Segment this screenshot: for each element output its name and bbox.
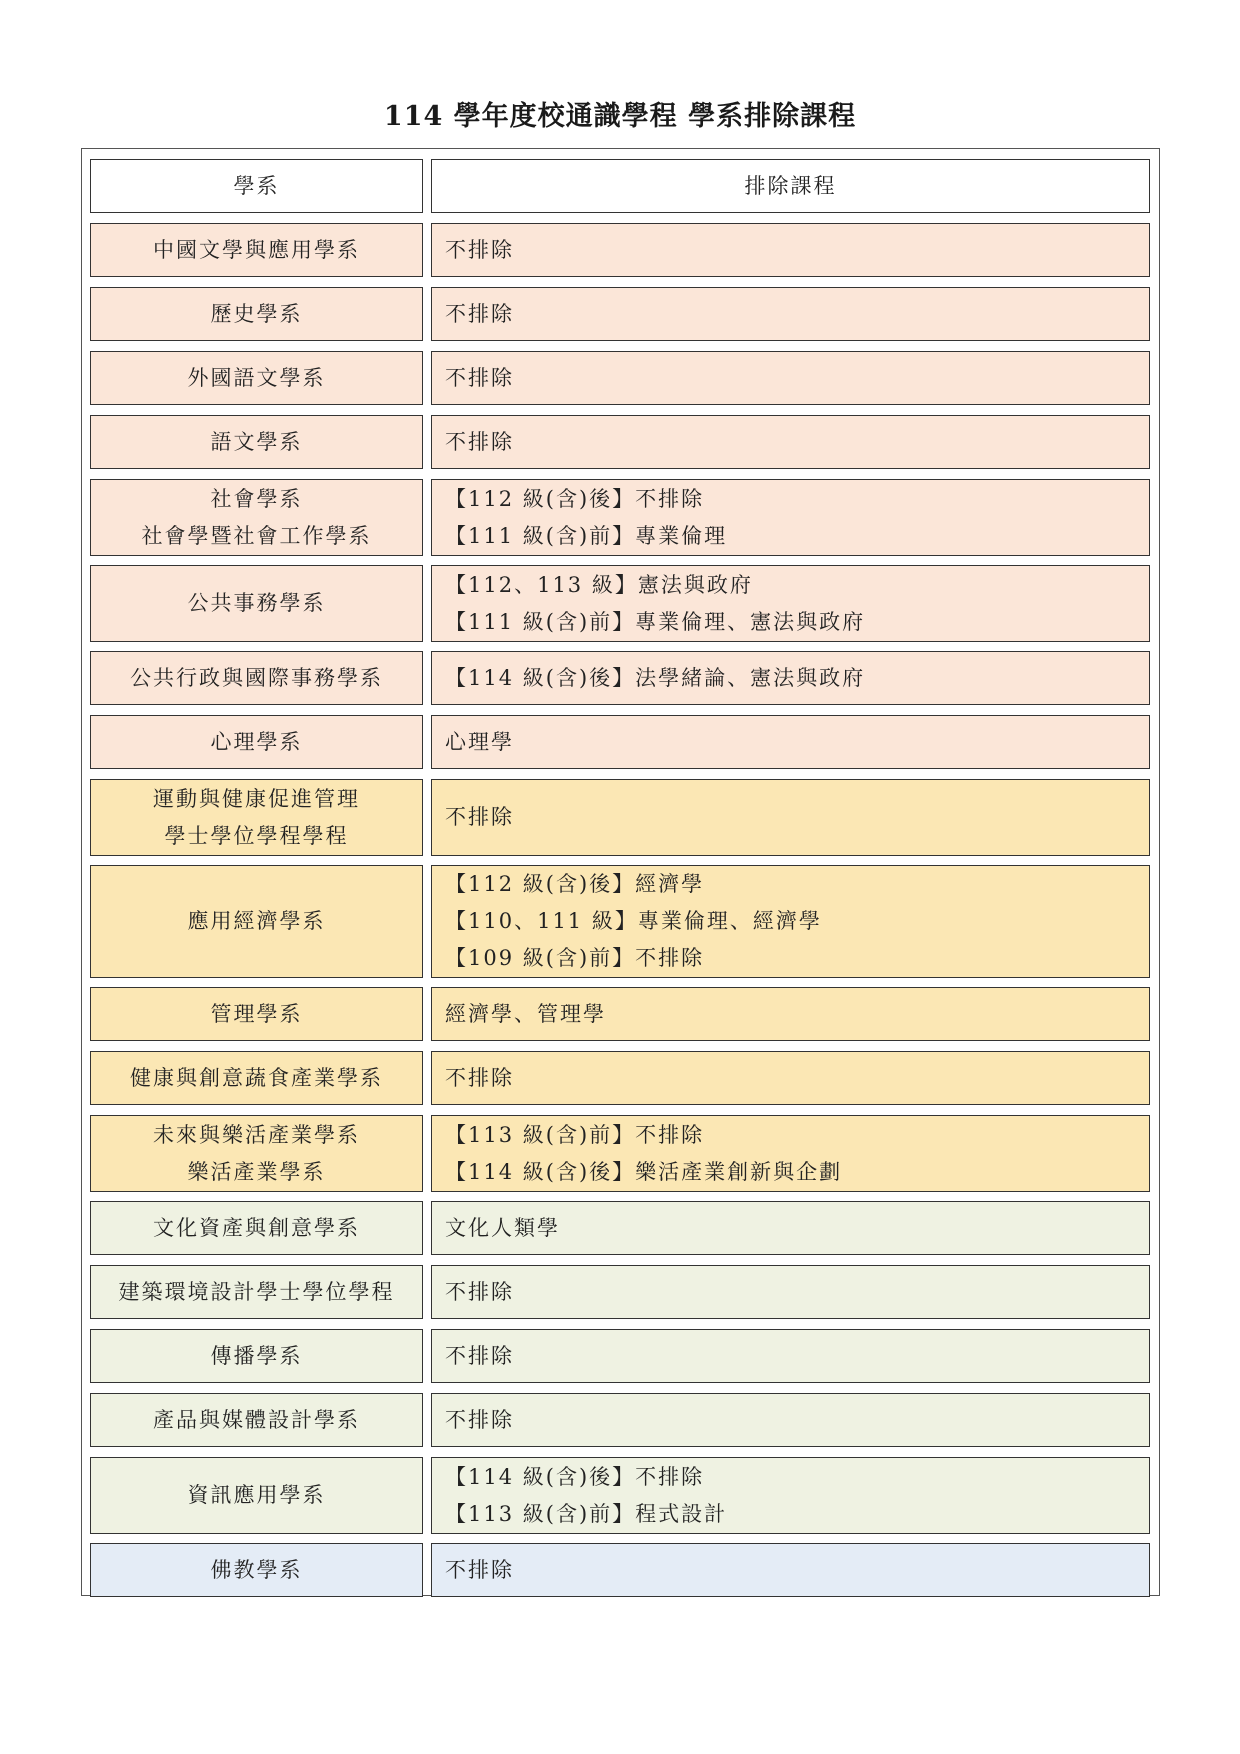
dept-line: 文化資產與創意學系	[153, 1215, 360, 1240]
course-line: 【112 級(含)後】不排除	[445, 486, 705, 511]
table-row	[90, 1543, 1150, 1597]
table-row	[90, 287, 1150, 341]
table-row	[90, 1329, 1150, 1383]
dept-cell	[90, 1457, 423, 1534]
dept-cell	[90, 1115, 423, 1192]
course-cell	[431, 1265, 1150, 1319]
course-cell	[431, 715, 1150, 769]
dept-line: 產品與媒體設計學系	[153, 1407, 360, 1432]
course-line: 不排除	[445, 1065, 514, 1090]
page-title: 114 學年度校通識學程 學系排除課程	[383, 101, 857, 132]
dept-cell	[90, 865, 423, 978]
course-line: 經濟學、管理學	[445, 1001, 606, 1026]
dept-line: 公共行政與國際事務學系	[130, 665, 383, 690]
dept-cell	[90, 1051, 423, 1105]
dept-line: 中國文學與應用學系	[153, 237, 360, 262]
course-line: 【114 級(含)後】不排除	[445, 1464, 705, 1489]
course-line: 【111 級(含)前】專業倫理、憲法與政府	[445, 609, 866, 634]
dept-line: 學士學位學程學程	[164, 823, 349, 848]
table-row	[90, 987, 1150, 1041]
dept-cell	[90, 1543, 423, 1597]
dept-cell	[90, 223, 423, 277]
table-row	[90, 1457, 1150, 1534]
dept-line: 資訊應用學系	[187, 1483, 326, 1507]
dept-line: 未來與樂活產業學系	[153, 1122, 360, 1147]
table-row	[90, 1265, 1150, 1319]
dept-cell	[90, 479, 423, 556]
course-cell	[431, 865, 1150, 978]
table-row	[90, 1051, 1150, 1105]
table-row	[90, 865, 1150, 978]
table-row	[90, 779, 1150, 856]
table-row	[90, 223, 1150, 277]
dept-cell	[90, 651, 423, 705]
table-header-row	[90, 159, 1150, 213]
course-cell	[431, 779, 1150, 856]
dept-cell	[90, 565, 423, 642]
course-cell	[431, 479, 1150, 556]
course-line: 不排除	[445, 1407, 514, 1432]
course-line: 【112、113 級】憲法與政府	[445, 572, 753, 597]
course-line: 【113 級(含)前】不排除	[445, 1122, 705, 1147]
course-line: 【113 級(含)前】程式設計	[445, 1501, 728, 1526]
dept-line: 傳播學系	[210, 1343, 303, 1368]
course-cell	[431, 1393, 1150, 1447]
course-cell	[431, 223, 1150, 277]
dept-line: 心理學系	[210, 729, 303, 754]
course-line: 【112 級(含)後】經濟學	[445, 872, 705, 896]
course-cell	[431, 987, 1150, 1041]
course-cell	[431, 1543, 1150, 1597]
course-line: 不排除	[445, 365, 514, 390]
header-course-label: 排除課程	[744, 173, 837, 198]
dept-line: 應用經濟學系	[187, 909, 326, 933]
dept-cell	[90, 415, 423, 469]
table-row	[90, 415, 1150, 469]
course-cell	[431, 415, 1150, 469]
dept-line: 社會學暨社會工作學系	[141, 523, 372, 548]
course-line: 不排除	[445, 301, 514, 326]
table-row	[90, 715, 1150, 769]
course-line: 不排除	[445, 805, 514, 829]
table-row	[90, 351, 1150, 405]
dept-line: 外國語文學系	[187, 365, 326, 390]
dept-cell	[90, 1265, 423, 1319]
course-cell	[431, 1457, 1150, 1534]
course-cell	[431, 287, 1150, 341]
dept-line: 歷史學系	[210, 301, 303, 326]
table-row	[90, 479, 1150, 556]
dept-cell	[90, 987, 423, 1041]
course-line: 【114 級(含)後】樂活產業創新與企劃	[445, 1159, 843, 1184]
dept-cell	[90, 779, 423, 856]
table-row	[90, 1393, 1150, 1447]
course-line: 不排除	[445, 1279, 514, 1304]
dept-cell	[90, 1329, 423, 1383]
dept-line: 建築環境設計學士學位學程	[118, 1279, 395, 1304]
header-course	[431, 159, 1150, 213]
course-line: 【114 級(含)後】法學緒論、憲法與政府	[445, 665, 866, 690]
course-line: 心理學	[445, 729, 514, 754]
dept-line: 樂活產業學系	[187, 1159, 326, 1184]
course-cell	[431, 351, 1150, 405]
course-line: 不排除	[445, 1343, 514, 1368]
course-line: 文化人類學	[445, 1215, 560, 1240]
dept-line: 健康與創意蔬食產業學系	[130, 1065, 383, 1090]
course-cell	[431, 651, 1150, 705]
course-line: 【109 級(含)前】不排除	[445, 946, 705, 970]
course-cell	[431, 1115, 1150, 1192]
dept-cell	[90, 351, 423, 405]
dept-line: 語文學系	[210, 429, 303, 454]
course-line: 【111 級(含)前】專業倫理	[445, 523, 728, 548]
table-row	[90, 1201, 1150, 1255]
dept-line: 運動與健康促進管理	[153, 786, 360, 811]
course-line: 【110、111 級】專業倫理、經濟學	[445, 909, 822, 933]
course-line: 不排除	[445, 429, 514, 454]
course-cell	[431, 565, 1150, 642]
dept-line: 佛教學系	[210, 1557, 303, 1582]
dept-line: 社會學系	[210, 486, 303, 511]
course-cell	[431, 1329, 1150, 1383]
dept-cell	[90, 1393, 423, 1447]
course-line: 不排除	[445, 237, 514, 262]
course-cell	[431, 1051, 1150, 1105]
header-dept	[90, 159, 423, 213]
dept-cell	[90, 287, 423, 341]
dept-line: 公共事務學系	[187, 591, 326, 615]
table-row	[90, 565, 1150, 642]
table-row	[90, 651, 1150, 705]
dept-cell	[90, 1201, 423, 1255]
table-row	[90, 1115, 1150, 1192]
course-line: 不排除	[445, 1557, 514, 1582]
dept-line: 管理學系	[210, 1001, 303, 1026]
dept-cell	[90, 715, 423, 769]
header-dept-label: 學系	[233, 173, 280, 198]
course-cell	[431, 1201, 1150, 1255]
